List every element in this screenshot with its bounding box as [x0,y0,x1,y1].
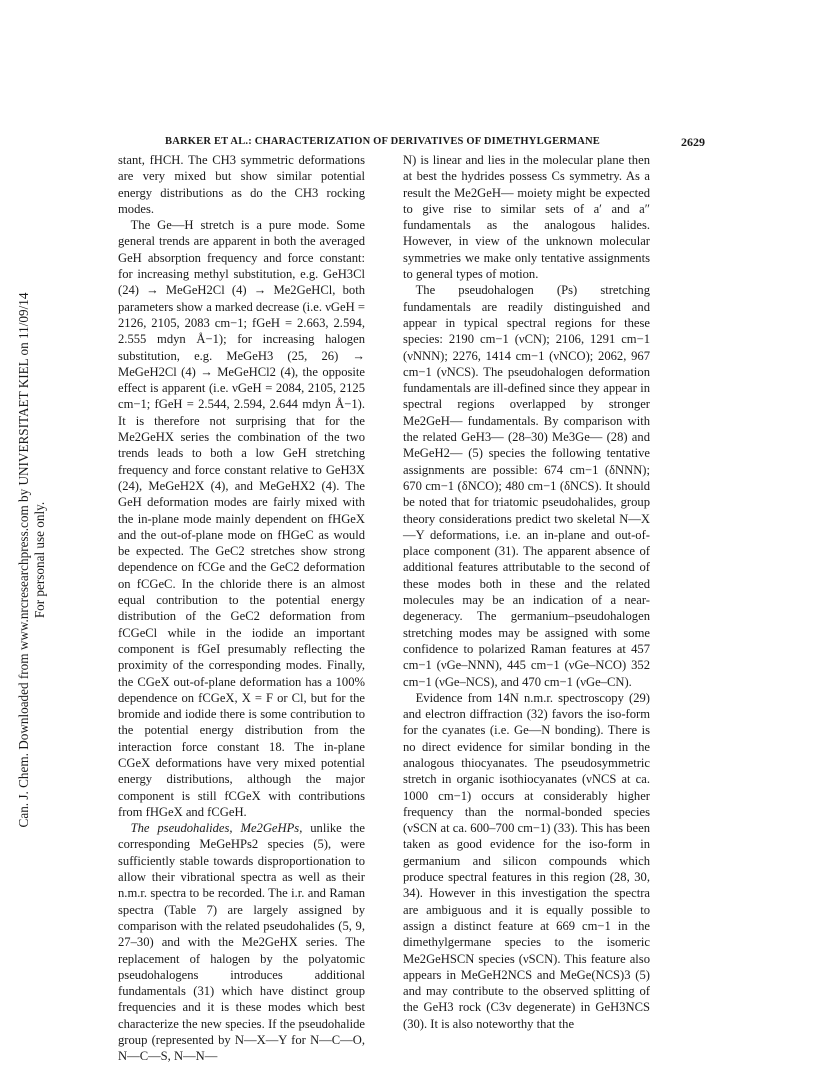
running-title: BARKER ET AL.: CHARACTERIZATION OF DERIVATIVES OF DIMETHYLGERMANE [165,136,601,147]
left-paragraph-1 [118,152,365,217]
left-paragraph-3 [118,820,365,1064]
right-paragraph-2 [403,282,650,689]
download-watermark [14,120,50,1000]
left-paragraph-2-text: The Ge—H stretch is a pure mode. Some general trends are apparent in both the averaged GeH absorption frequency and force constant: for increasing methyl substitution, e.g. GeH3Cl (24) → MeGeH2Cl (4) → Me2GeHCl, both parameters show a marked decrease (i.e. νGeH = 2126, 2105, 2083 cm−1; fGeH = 2.663, 2.594, 2.555 mdyn Å−1); for increasing halogen substitution, e.g. MeGeH3 (25, 26) → MeGeH2Cl (4) → MeGeHCl2 (4), the opposite effect is apparent (i.e. νGeH = 2084, 2105, 2125 cm−1; fGeH = 2.544, 2.594, 2.644 mdyn Å−1). It is therefore not surprising that for the Me2GeHX series the combination of the two trends leads to both a low GeH stretching frequency and force constant relative to GeH3X (24), MeGeH2X (4), and MeGeHX2 (4). The GeH deformation modes are fairly mixed with the in-plane mode mainly dependent on fHGeX and the out-of-plane mode on fHGeC as would be expected. The GeC2 stretches show strong dependence on fCGe and the GeC2 deformation on fCGeC. In the chloride there is an almost equal contribution to the potential energy distribution of the GeC2 deformation from fCGeCl while in the iodide an important component is fGeI presumably reflecting the proximity of the corresponding modes. Finally, the CGeX out-of-plane deformation has a 100% dependence on fCGeX, X = F or Cl, but for the bromide and iodide there is some contribution to the potential energy distribution from the interaction force constant 18. The in-plane CGeX deformations have very mixed potential energy distributions, although the major component is still fCGeX with contributions from fHGeX and fCGeH. [118,218,365,819]
right-paragraph-3 [403,690,650,1032]
left-column [118,152,365,1065]
left-paragraph-3-text: unlike the corresponding MeGeHPs2 species (5), were sufficiently stable towards disproportionation to allow their vibrational spectra as well as their n.m.r. spectra to be recorded. The i.r. and Raman spectra (Table 7) are largely assigned by comparison with the related pseudohalides (5, 9, 27–30) and with the Me2GeHX series. The replacement of halogen by the polyatomic pseudohalogens introduces additional fundamentals (31) which have distinct group frequencies and it is these modes which best characterize the new species. If the pseudohalide group (represented by N—X—Y for N—C—O, N—C—S, N—N— [118,821,365,1064]
watermark-line-1: Can. J. Chem. Downloaded from www.nrcresearchpress.com by UNIVERSITAET KIEL on 11/09/14 [16,292,31,828]
right-column [403,152,650,1032]
section-lead-pseudohalides: The pseudohalides, Me2GeHPs, [130,821,303,836]
right-paragraph-1 [403,152,650,282]
right-paragraph-1-text: N) is linear and lies in the molecular plane then at best the hydrides possess Cs symmetry. As a result the Me2GeH— moiety might be expected to give rise to similar sets of a′ and a″ fundamentals as the analogous halides. However, in view of the unknown molecular symmetries we make only tentative assignments to general types of motion. [403,153,650,282]
left-paragraph-1-text: stant, fHCH. The CH3 symmetric deformations are very mixed but show similar potential energy distributions as do the CH3 rocking modes. [118,153,365,216]
page-number: 2629 [681,135,705,149]
page-header [165,136,705,152]
watermark-line-2: For personal use only. [32,501,47,619]
right-paragraph-2-text: The pseudohalogen (Ps) stretching fundamentals are readily distinguished and appear in typical spectral regions for these species: 2190 cm−1 (νCN); 2106, 1291 cm−1 (νNNN); 2276, 1414 cm−1 (νNCO); 2062, 967 cm−1 (νNCS). The pseudohalogen deformation fundamentals are ill-defined since they appear in spectral regions overlapped by stronger Me2GeH— fundamentals. By comparison with the related GeH3— (28–30) Me3Ge— (28) and MeGeH2— (5) species the following tentative assignments are possible: 674 cm−1 (δNNN); 670 cm−1 (δNCO); 480 cm−1 (δNCS). It should be noted that for triatomic pseudohalides, group theory considerations predict two skeletal N—X—Y deformations, i.e. an in-plane and out-of-place component (31). The apparent absence of additional features attributable to the second of these modes both in these and the related molecules may be an indication of a near-degeneracy. The germanium–pseudohalogen stretching modes may be assigned with some confidence to polarized Raman features at 457 cm−1 (νGe–NNN), 445 cm−1 (νGe–NCO) 352 cm−1 (νGe–NCS), and 470 cm−1 (νGe–CN). [403,283,650,689]
left-paragraph-2 [118,217,365,820]
right-paragraph-3-text: Evidence from 14N n.m.r. spectroscopy (29) and electron diffraction (32) favors the iso-form for the cyanates (i.e. Ge—N bonding). There is no direct evidence for similar bonding in the analogous thiocyanates. The pseudosymmetric stretch in organic isothiocyanates (νNCS at ca. 1000 cm−1) occurs at considerably higher frequency than the normal-bonded species (νSCN at ca. 600–700 cm−1) (33). This has been taken as good evidence for the iso-form in germanium and silicon compounds which produce spectral features in this region (28, 30, 34). However in this investigation the spectra are ambiguous and it is equally possible to assign a distinct feature at 669 cm−1 in the dimethylgermane species to the isomeric Me2GeHSCN species (νSCN). This feature also appears in MeGeH2NCS and MeGe(NCS)3 (5) and may contribute to the observed splitting of the GeH3 rock (C3v degenerate) in GeH3NCS (30). It is also noteworthy that the [403,690,650,1031]
